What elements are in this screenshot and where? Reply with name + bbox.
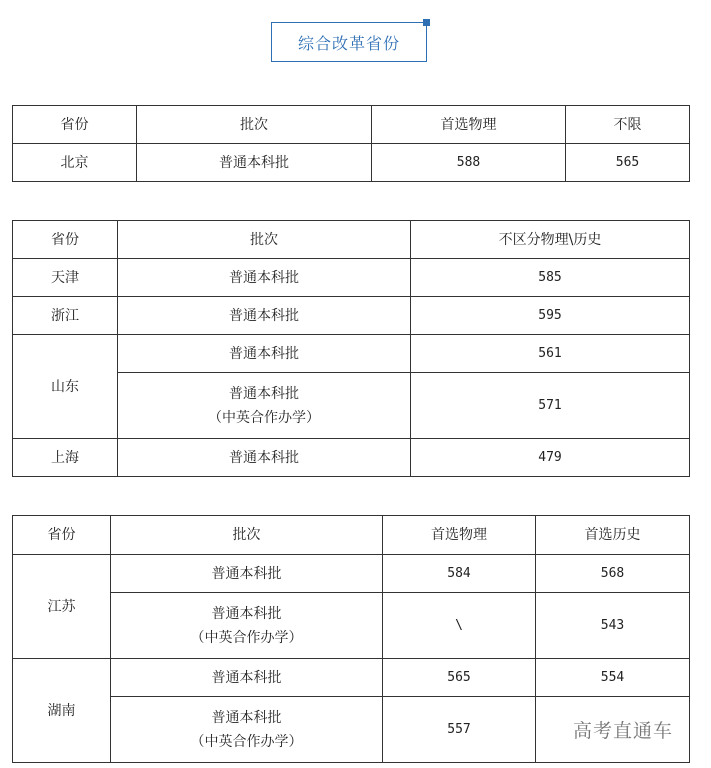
batch-cell: 普通本科批 bbox=[111, 659, 383, 697]
score-cell: 584 bbox=[383, 555, 536, 593]
score-cell: 571 bbox=[411, 373, 690, 439]
province-cell: 北京 bbox=[13, 144, 137, 182]
header-cell: 批次 bbox=[137, 106, 372, 144]
score-cell: 479 bbox=[411, 439, 690, 477]
header-cell: 首选历史 bbox=[536, 516, 690, 555]
score-cell: 554 bbox=[536, 659, 690, 697]
watermark: 高考直通车 bbox=[573, 720, 674, 742]
province-cell: 湖南 bbox=[13, 659, 111, 763]
batch-cell: 普通本科批 bbox=[118, 335, 411, 373]
score-cell: 588 bbox=[372, 144, 566, 182]
score-cell: 585 bbox=[411, 259, 690, 297]
batch-line-note: （中英合作办学） bbox=[190, 733, 303, 750]
batch-cell: 普通本科批 bbox=[111, 555, 383, 593]
table-header-row bbox=[13, 106, 690, 144]
score-cell: 557 bbox=[383, 697, 536, 763]
batch-line-note: （中英合作办学） bbox=[208, 409, 320, 426]
province-cell: 上海 bbox=[13, 439, 118, 477]
province-cell: 江苏 bbox=[13, 555, 111, 659]
batch-cell: 普通本科批 bbox=[118, 439, 411, 477]
header-cell: 批次 bbox=[118, 221, 411, 259]
batch-cell bbox=[111, 593, 383, 659]
header-cell: 不限 bbox=[566, 106, 690, 144]
batch-cell: 普通本科批 bbox=[118, 297, 411, 335]
table-header-row bbox=[13, 516, 690, 555]
title-corner-mark bbox=[423, 19, 430, 26]
header-cell: 批次 bbox=[111, 516, 383, 555]
header-cell: 省份 bbox=[13, 516, 111, 555]
score-table-physics-unlimited bbox=[12, 105, 690, 182]
province-cell: 浙江 bbox=[13, 297, 118, 335]
table-row bbox=[13, 144, 690, 182]
batch-cell bbox=[111, 697, 383, 763]
province-cell: 山东 bbox=[13, 335, 118, 439]
score-cell: 561 bbox=[411, 335, 690, 373]
batch-cell: 普通本科批 bbox=[137, 144, 372, 182]
score-cell: \ bbox=[383, 593, 536, 659]
score-cell: 565 bbox=[383, 659, 536, 697]
table-row bbox=[13, 439, 690, 477]
table-row bbox=[13, 297, 690, 335]
header-cell: 首选物理 bbox=[383, 516, 536, 555]
header-cell: 不区分物理\历史 bbox=[411, 221, 690, 259]
header-cell: 省份 bbox=[13, 106, 137, 144]
score-table-no-distinction bbox=[12, 220, 690, 477]
score-cell: 543 bbox=[536, 593, 690, 659]
province-cell: 天津 bbox=[13, 259, 118, 297]
batch-line: 普通本科批 bbox=[229, 385, 299, 402]
score-cell: 565 bbox=[566, 144, 690, 182]
batch-cell: 普通本科批 bbox=[118, 259, 411, 297]
header-cell: 首选物理 bbox=[372, 106, 566, 144]
header-cell: 省份 bbox=[13, 221, 118, 259]
batch-line: 普通本科批 bbox=[211, 605, 282, 622]
batch-line-note: （中英合作办学） bbox=[190, 629, 303, 646]
table-row bbox=[13, 259, 690, 297]
table-row bbox=[13, 593, 690, 659]
page-title-text: 综合改革省份 bbox=[297, 33, 400, 53]
table-row bbox=[13, 659, 690, 697]
score-cell: 568 bbox=[536, 555, 690, 593]
score-cell: 595 bbox=[411, 297, 690, 335]
table-header-row bbox=[13, 221, 690, 259]
page-title bbox=[271, 22, 427, 62]
batch-line: 普通本科批 bbox=[211, 709, 282, 726]
table-row bbox=[13, 555, 690, 593]
batch-cell bbox=[118, 373, 411, 439]
table-row bbox=[13, 335, 690, 373]
